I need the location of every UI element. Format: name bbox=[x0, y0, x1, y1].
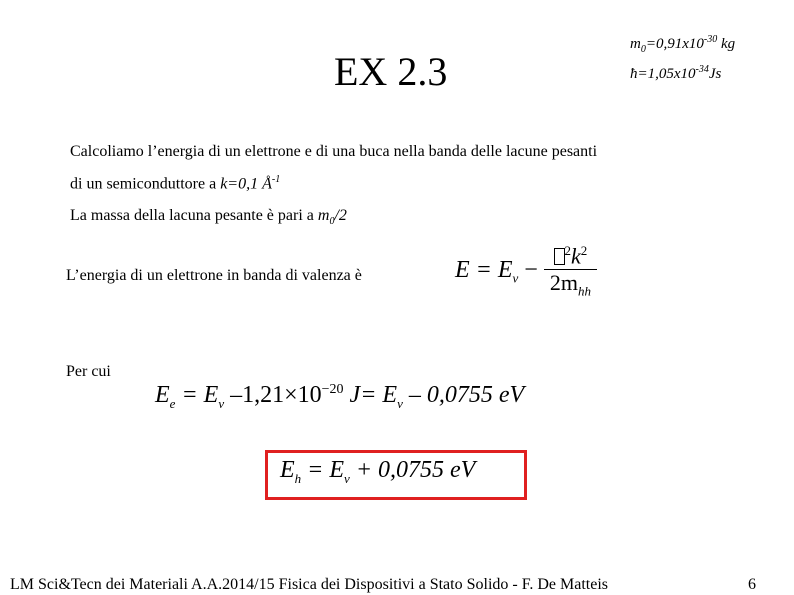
fraction: $\frac{^2k^2}{2m_{hh}}$ bbox=[544, 243, 597, 300]
per-cui-text: Per cui bbox=[66, 363, 111, 380]
valence-energy-text: L’energia di un elettrone in banda di valenza è bbox=[66, 267, 362, 284]
intro-line-2: di un semiconduttore a k=0,1 $Å^{-1}$ bbox=[70, 174, 281, 193]
constants-box bbox=[630, 30, 735, 84]
intro-line-1: Calcoliamo l’energia di un elettrone e di una buca nella banda delle lacune pesanti bbox=[70, 143, 598, 160]
planck-constant: $ħ=1,05x10^{-34}Js$ bbox=[630, 64, 722, 82]
equation-electron-energy: $E_e = E_v$ $-1,21\times 10^{-20}$ $J= E_v - 0,0755$ eV bbox=[155, 382, 525, 411]
intro-line-3: La massa della lacuna pesante è pari a $m_0/2$ bbox=[70, 207, 347, 228]
equation-valence-energy: $E = E_v$ − $\frac{^2k^2}{2m_{hh}}$ bbox=[455, 243, 597, 300]
electron-mass-constant: $m_0=0,91x10^{-30}$ kg bbox=[630, 34, 736, 55]
hbar-glyph-icon bbox=[554, 248, 565, 265]
footer: LM Sci&Tecn dei Materiali A.A.2014/15 Fisica dei Dispositivi a Stato Solido - F. De Matteis bbox=[10, 576, 608, 593]
page-number: 6 bbox=[748, 576, 756, 593]
slide-title: EX 2.3 bbox=[334, 49, 448, 94]
equation-hole-energy: $E_h = E_v + 0,0755$ eV bbox=[280, 457, 476, 486]
